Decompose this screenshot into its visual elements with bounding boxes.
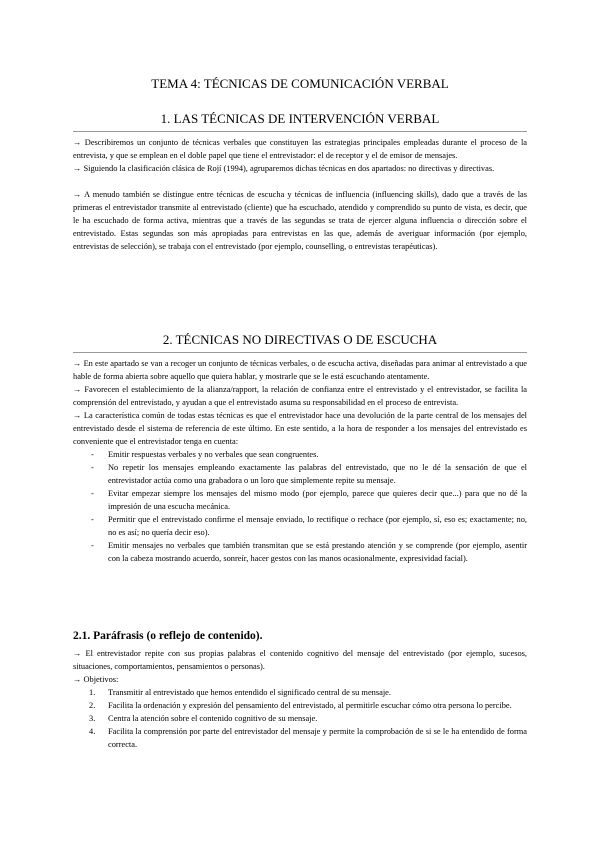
section-2-heading: 2. TÉCNICAS NO DIRECTIVAS O DE ESCUCHA bbox=[162, 332, 438, 347]
section-2-body bbox=[73, 357, 527, 565]
section-1-paragraph-1: → Describiremos un conjunto de técnicas verbales que constituyen las estrategias principales empleadas durante el proceso de la entrevista, y que se emplean en el doble papel que tiene el entrevistador: el de receptor y el de emisor de mensajes. bbox=[73, 138, 527, 160]
document-title: TEMA 4: TÉCNICAS DE COMUNICACIÓN VERBAL bbox=[151, 76, 449, 91]
section-1-heading: 1. LAS TÉCNICAS DE INTERVENCIÓN VERBAL bbox=[160, 111, 440, 126]
list-item: - No repetir los mensajes empleando exactamente las palabras del entrevistado, que no le dé la sensación de que el entrevistador actúa como una grabadora o un loro que simplemente repite su mensaje. bbox=[73, 461, 527, 487]
list-item: - Evitar empezar siempre los mensajes del mismo modo (por ejemplo, parece que quieres decir que...) para que no dé la impresión de una escucha mecánica. bbox=[73, 487, 527, 513]
list-item: - Permitir que el entrevistado confirme el mensaje enviado, lo rectifique o rechace (por ejemplo, sí, eso es; exactamente; no, no es así; no quería decir eso). bbox=[73, 513, 527, 539]
list-item: - Emitir respuestas verbales y no verbales que sean congruentes. bbox=[73, 448, 527, 461]
list-item: 2. Facilita la ordenación y expresión del pensamiento del entrevistado, al permitirle escuchar cómo otra persona lo percibe. bbox=[89, 701, 512, 710]
list-item: 3. Centra la atención sobre el contenido cognitivo de su mensaje. bbox=[89, 714, 318, 723]
section-1-paragraph-3: → A menudo también se distingue entre técnicas de escucha y técnicas de influencia (influencing skills), dado que a través de las primeras el entrevistador transmite al entrevistado (cliente) que ha escuchado, atendido y comprendido su punto de vista, es decir, que le ha escuchado de forma activa, mientras que a través de las segundas se trata de ejercer alguna influencia o dirección sobre el entrevistado. Estas segundas son más apropiadas para entrevistas en las que, además de averiguar información (por ejemplo, entrevistas de selección), se trabaja con el entrevistado (por ejemplo, counselling, o entrevistas terapéuticas). bbox=[73, 190, 527, 251]
list-item: 4. Facilita la comprensión por parte del entrevistador del mensaje y permite la comprobación de si se le ha entendido de forma correcta. bbox=[89, 727, 527, 749]
objectives-list bbox=[73, 686, 527, 751]
list-item: 1. Transmitir al entrevistado que hemos entendido el significado central de su mensaje. bbox=[89, 688, 391, 697]
section-2-paragraph-3: → La característica común de todas estas técnicas es que el entrevistador hace una devolución de la parte central de los mensajes del entrevistado desde el sistema de referencia de este último. En este sentido, a la hora de responder a los mensajes del entrevistado es conveniente que el entrevistador tenga en cuenta: bbox=[73, 411, 527, 446]
subsection-2-1-body bbox=[73, 647, 527, 751]
subsection-2-1-paragraph-1: → El entrevistador repite con sus propias palabras el contenido cognitivo del mensaje del entrevistado (por ejemplo, sucesos, situaciones, comportamientos, pensamientos o personas). bbox=[73, 649, 527, 671]
section-1-body bbox=[73, 136, 527, 253]
considerations-list bbox=[73, 448, 527, 565]
section-2-paragraph-1: → En este apartado se van a recoger un conjunto de técnicas verbales, o de escucha activa, diseñadas para animar al entrevistado a que hable de forma abierta sobre aquello que quiera hablar, y mostrarle que se le está escuchando atentamente. bbox=[73, 359, 527, 381]
subsection-2-1-heading: 2.1. Paráfrasis (o reflejo de contenido). bbox=[73, 630, 263, 642]
section-2-paragraph-2: → Favorecen el establecimiento de la alianza/rapport, la relación de confianza entre el entrevistado y el entrevistador, se facilita la comprensión del entrevistado, y ayudan a que el entrevistado asuma su responsabilidad en el proceso de entrevista. bbox=[73, 385, 527, 407]
section-1-rule bbox=[73, 131, 527, 132]
section-1-paragraph-2: → Siguiendo la clasificación clásica de Rojí (1994), agruparemos dichas técnicas en dos apartados: no directivas y directivas. bbox=[73, 164, 495, 173]
list-item: - Emitir mensajes no verbales que también transmitan que se está prestando atención y se comprende (por ejemplo, asentir con la cabeza mostrando acuerdo, sonreír, hacer gestos con las manos ocasionalmente, expresividad facial). bbox=[73, 539, 527, 565]
section-2-rule bbox=[73, 352, 527, 353]
subsection-2-1-paragraph-2: → Objetivos: bbox=[73, 675, 119, 684]
